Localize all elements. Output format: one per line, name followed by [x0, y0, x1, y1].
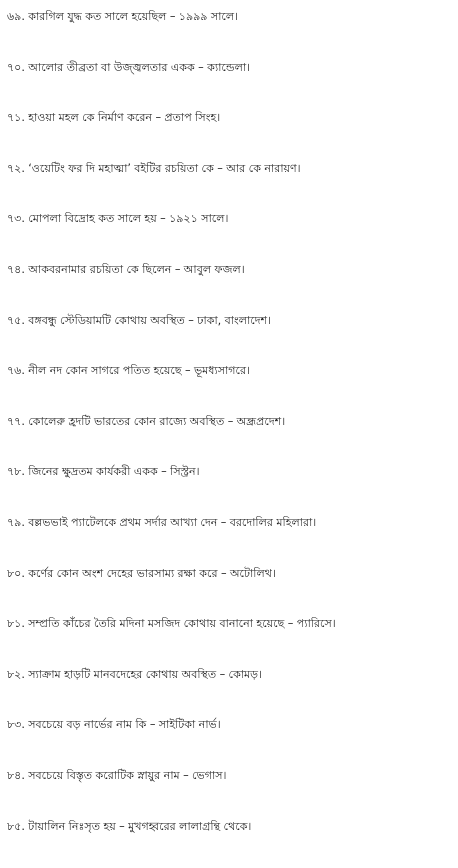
qa-item-71: ৭১. হাওয়া মহল কে নির্মাণ করেন – প্রতাপ সিংহ। — [7, 109, 458, 160]
qa-item-72: ৭২. ‘ওয়েটিং ফর দি মহাত্মা’ বইটির রচয়িতা কে – আর কে নারায়ণ। — [7, 160, 458, 211]
qa-item-83: ৮৩. সবচেয়ে বড় নার্ভের নাম কি – সাইটিকা নার্ভ। — [7, 716, 458, 767]
qa-item-75: ৭৫. বঙ্গবন্ধু স্টেডিয়ামটি কোথায় অবস্থিত – ঢাকা, বাংলাদেশ। — [7, 312, 458, 363]
qa-item-80: ৮০. কর্ণের কোন অংশ দেহের ভারসাম্য রক্ষা করে – অটোলিথ। — [7, 565, 458, 616]
qa-item-69: ৬৯. কারগিল যুদ্ধ কত সালে হয়েছিল – ১৯৯৯ সালে। — [7, 8, 458, 59]
qa-item-85: ৮৫. টায়ালিন নিঃসৃত হয় – মুখগহ্বরের লালাগ্রন্থি থেকে। — [7, 818, 458, 868]
qa-item-81: ৮১. সম্প্রতি কাঁচের তৈরি মদিনা মসজিদ কোথায় বানানো হয়েছে – প্যারিসে। — [7, 615, 458, 666]
qa-item-77: ৭৭. কোলেরু হ্রদটি ভারতের কোন রাজ্যে অবস্থিত – অন্ধ্রপ্রদেশ। — [7, 413, 458, 464]
qa-item-73: ৭৩. মোপলা বিদ্রোহ কত সালে হয় – ১৯২১ সালে। — [7, 210, 458, 261]
qa-item-70: ৭০. আলোর তীব্রতা বা উজ্জ্বলতার একক – ক্যান্ডেলা। — [7, 59, 458, 110]
qa-item-74: ৭৪. আকবরনামার রচয়িতা কে ছিলেন – আবুল ফজল। — [7, 261, 458, 312]
qa-item-84: ৮৪. সবচেয়ে বিস্তৃত করোটিক স্নায়ুর নাম – ভেগাস। — [7, 767, 458, 818]
question-answer-list — [7, 8, 458, 868]
qa-item-79: ৭৯. বল্লভভাই প্যাটেলকে প্রথম সর্দার আখ্যা দেন – বরদোলির মহিলারা। — [7, 514, 458, 565]
qa-item-78: ৭৮. জিনের ক্ষুদ্রতম কার্যকরী একক – সিস্ট্রন। — [7, 463, 458, 514]
qa-item-76: ৭৬. নীল নদ কোন সাগরে পতিত হয়েছে – ভূমধ্যসাগরে। — [7, 362, 458, 413]
qa-item-82: ৮২. স্যাক্রাম হাড়টি মানবদেহের কোথায় অবস্থিত – কোমড়। — [7, 666, 458, 717]
